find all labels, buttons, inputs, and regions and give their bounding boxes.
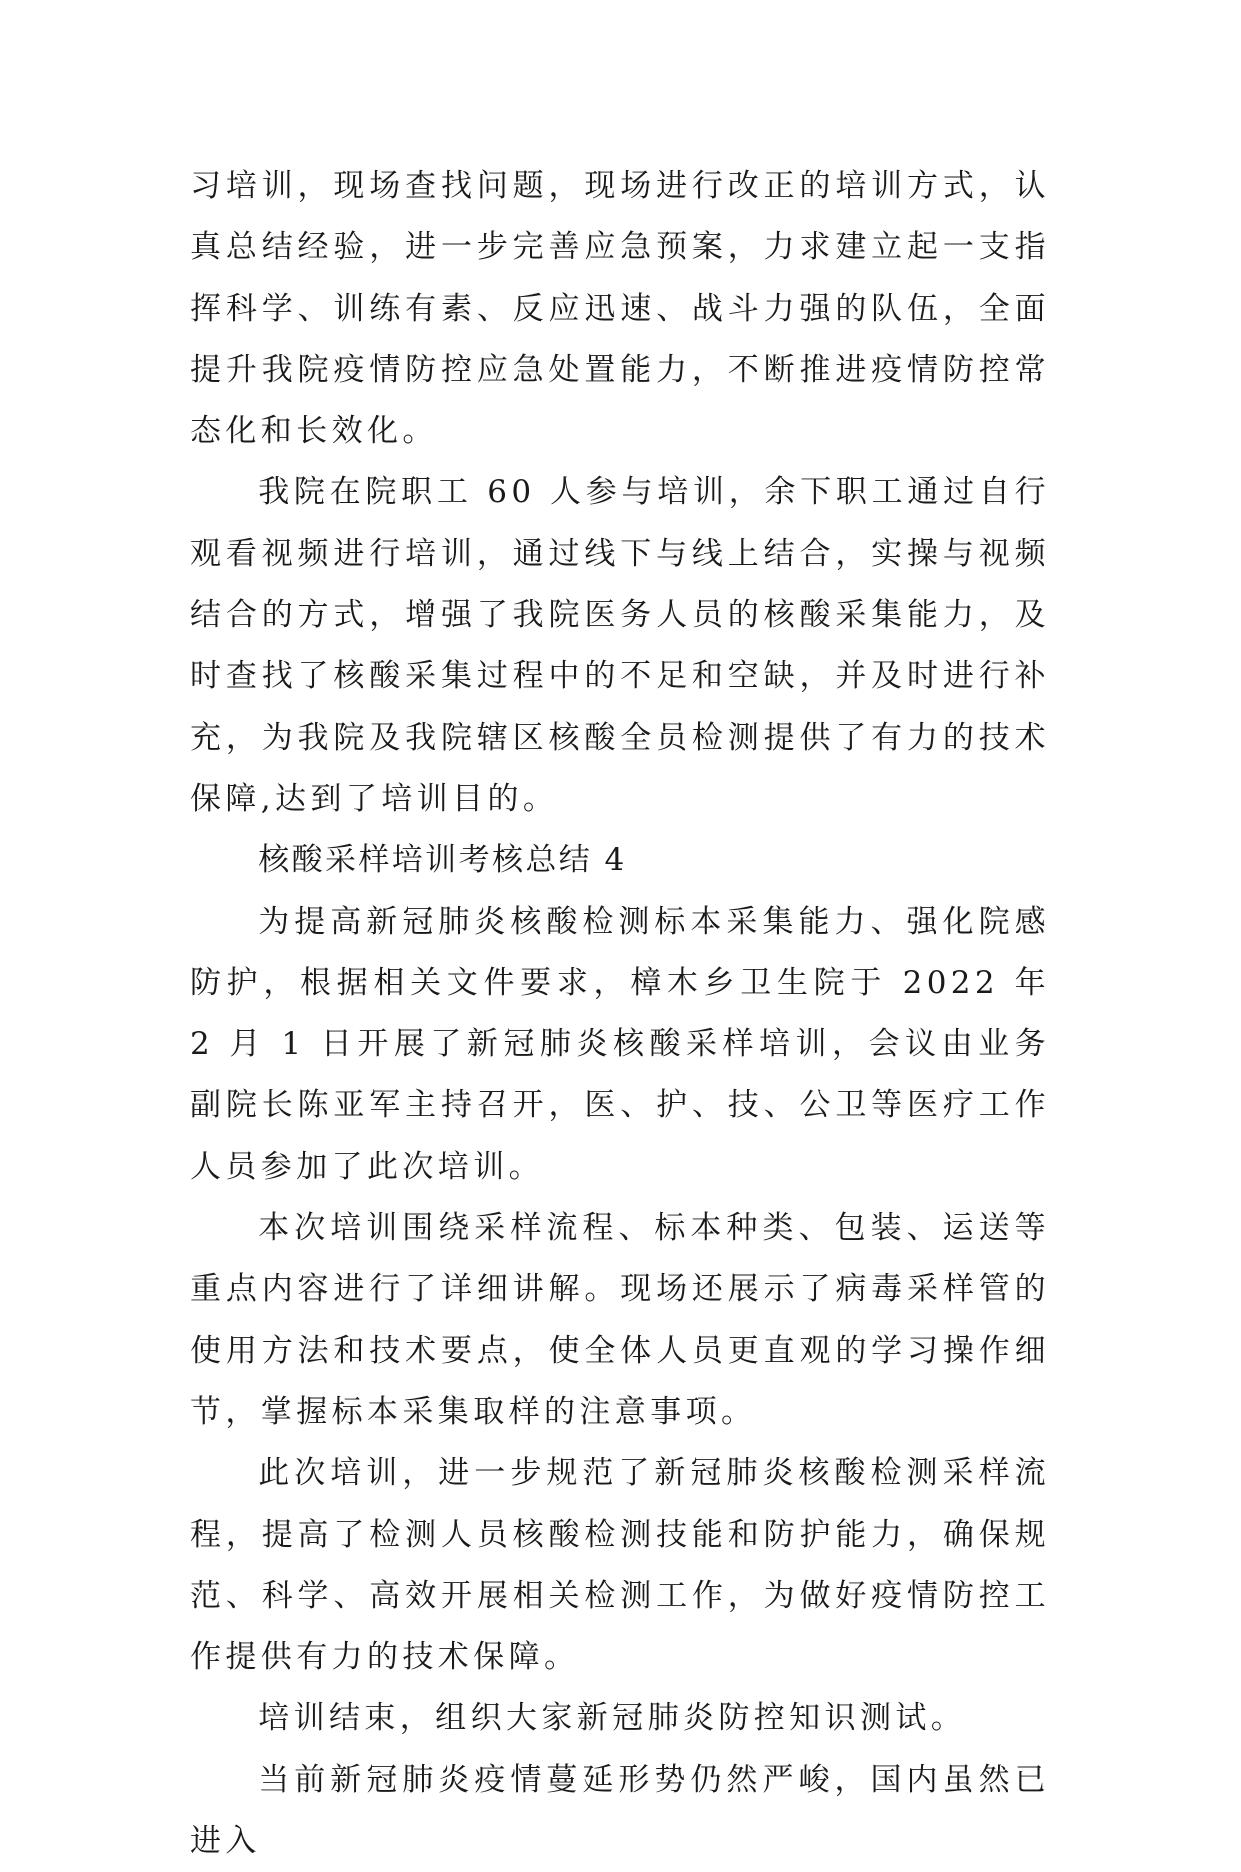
paragraph-training-content: 本次培训围绕采样流程、标本种类、包装、运送等重点内容进行了详细讲解。现场还展示了病毒采样管的使用方法和技术要点，使全体人员更直观的学习操作细节，掌握标本采集取样的注意事项。	[190, 1210, 1050, 1430]
paragraph-continuation: 习培训，现场查找问题，现场进行改正的培训方式，认真总结经验，进一步完善应急预案，力求建立起一支指挥科学、训练有素、反应迅速、战斗力强的队伍，全面提升我院疫情防控应急处置能力，不断推进疫情防控常态化和长效化。	[190, 168, 1050, 450]
paragraph-training-test: 培训结束，组织大家新冠肺炎防控知识测试。	[258, 1700, 967, 1737]
paragraph-training-effect: 此次培训，进一步规范了新冠肺炎核酸检测采样流程，提高了检测人员核酸检测技能和防护能力，确保规范、科学、高效开展相关检测工作，为做好疫情防控工作提供有力的技术保障。	[190, 1455, 1050, 1676]
section-heading: 核酸采样培训考核总结 4	[258, 842, 627, 879]
document-body	[190, 156, 1050, 1872]
paragraph-training-purpose: 为提高新冠肺炎核酸检测标本采集能力、强化院感防护，根据相关文件要求，樟木乡卫生院于 2022 年 2 月 1 日开展了新冠肺炎核酸采样培训，会议由业务副院长陈亚军主持召开，医、护、技、公卫等医疗工作人员参加了此次培训。	[190, 903, 1050, 1185]
paragraph-epidemic-situation: 当前新冠肺炎疫情蔓延形势仍然严峻，国内虽然已进入	[190, 1761, 1050, 1860]
paragraph-training-participation: 我院在院职工 60 人参与培训，余下职工通过自行观看视频进行培训，通过线下与线上结合，实操与视频结合的方式，增强了我院医务人员的核酸采集能力，及时查找了核酸采集过程中的不足和空缺，并及时进行补充，为我院及我院辖区核酸全员检测提供了有力的技术保障,达到了培训目的。	[190, 474, 1050, 817]
